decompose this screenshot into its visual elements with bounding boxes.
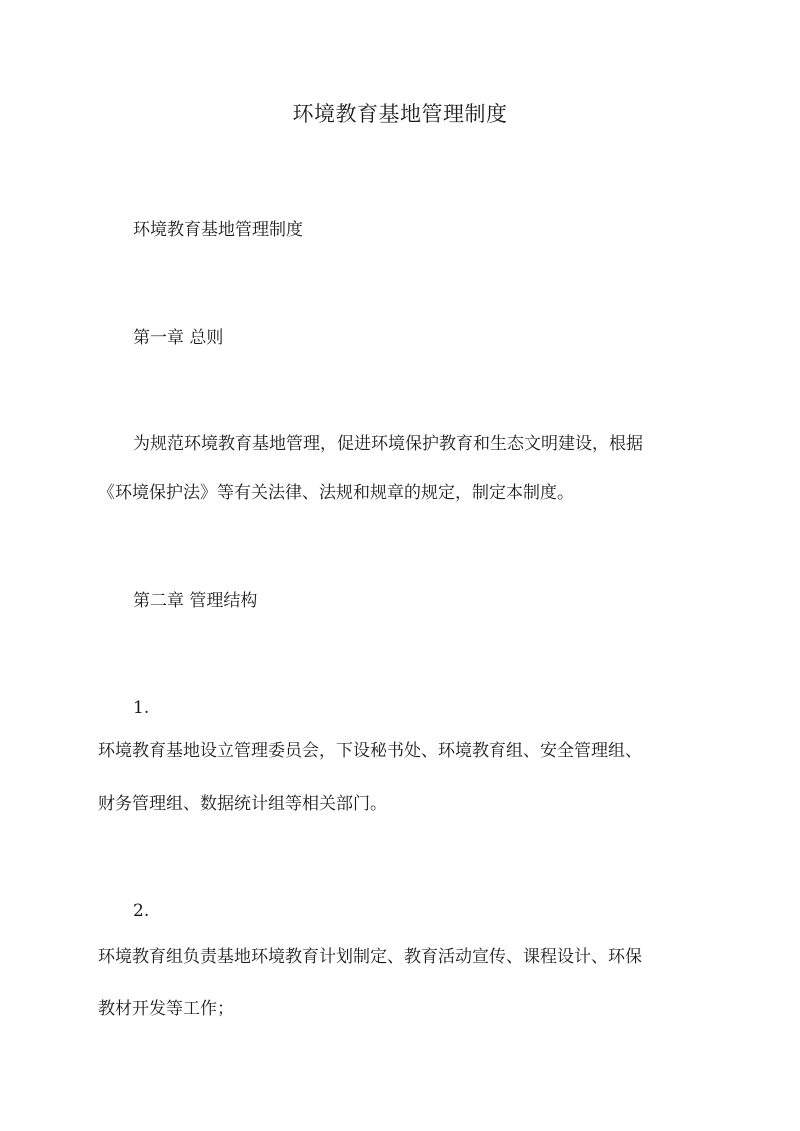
item1-line1: 环境教育基地设立管理委员会，下设秘书处、环境教育组、安全管理组、 — [98, 741, 642, 761]
chapter2-heading: 第二章 管理结构 — [133, 591, 258, 611]
item2-line2: 教材开发等工作； — [98, 999, 234, 1019]
chapter1-paragraph-line2: 《环境保护法》等有关法律、法规和规章的规定，制定本制度。 — [98, 483, 574, 503]
item2-number: 2. — [133, 901, 150, 921]
item2-line1: 环境教育组负责基地环境教育计划制定、教育活动宣传、课程设计、环保 — [98, 947, 642, 967]
chapter1-heading: 第一章 总则 — [133, 328, 224, 348]
chapter1-paragraph-line1: 为规范环境教育基地管理，促进环境保护教育和生态文明建设，根据 — [133, 434, 643, 454]
document-title: 环境教育基地管理制度 — [292, 102, 508, 126]
document-subtitle: 环境教育基地管理制度 — [133, 220, 303, 240]
item1-number: 1. — [133, 698, 150, 718]
item1-line2: 财务管理组、数据统计组等相关部门。 — [98, 794, 387, 814]
